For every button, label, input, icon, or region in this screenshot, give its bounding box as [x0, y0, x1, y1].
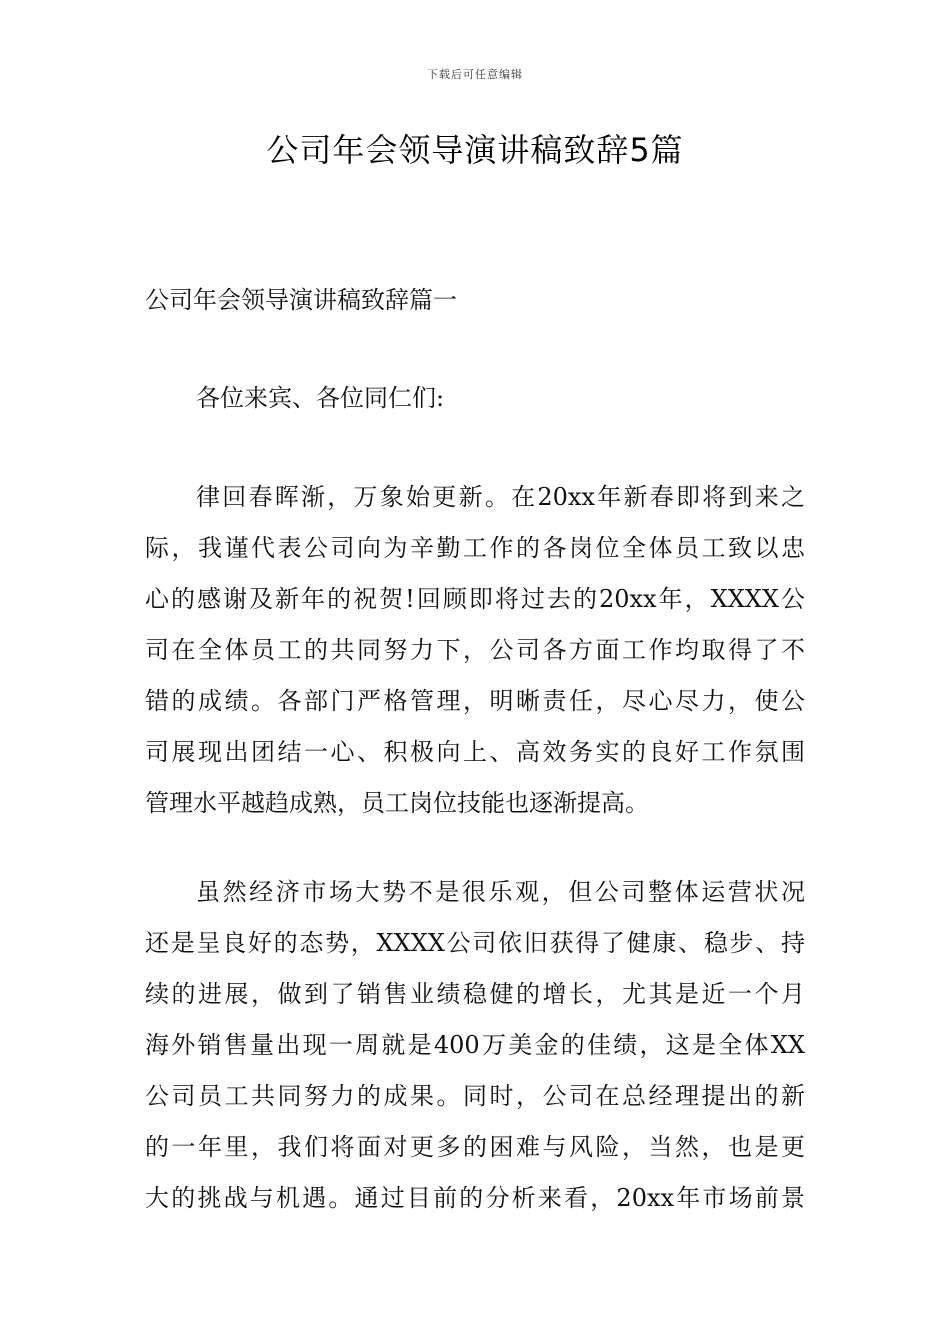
paragraph-line: 管理水平越趋成熟，员工岗位技能也逐渐提高。 [145, 789, 649, 817]
paragraph [145, 480, 805, 837]
paragraph-line: 的一年里，我们将面对更多的困难与风险，当然，也是更 [145, 1133, 805, 1161]
document-title: 公司年会领导演讲稿致辞5篇 [266, 131, 684, 169]
paragraph-line: 续的进展，做到了销售业绩稳健的增长，尤其是近一个月 [145, 980, 805, 1008]
paragraph [145, 875, 805, 1232]
paragraph-line: 还是呈良好的态势，XXXX公司依旧获得了健康、稳步、持 [145, 929, 805, 957]
header-note: 下载后可任意编辑 [427, 68, 523, 81]
salutation: 各位来宾、各位同仁们: [196, 384, 445, 412]
paragraph-line: 心的感谢及新年的祝贺!回顾即将过去的20xx年，XXXX公 [145, 585, 805, 613]
paragraph-line: 律回春晖渐，万象始更新。在20xx年新春即将到来之 [196, 483, 805, 511]
paragraph-line: 虽然经济市场大势不是很乐观，但公司整体运营状况 [196, 878, 805, 906]
paragraph-line: 海外销售量出现一周就是400万美金的佳绩，这是全体XX [145, 1031, 805, 1059]
section-heading: 公司年会领导演讲稿致辞篇一 [145, 286, 457, 314]
paragraph-line: 公司员工共同努力的成果。同时，公司在总经理提出的新 [145, 1082, 805, 1110]
paragraph-line: 错的成绩。各部门严格管理，明晰责任，尽心尽力，使公 [145, 687, 805, 715]
paragraph-line: 司在全体员工的共同努力下，公司各方面工作均取得了不 [145, 636, 805, 664]
paragraph-line: 司展现出团结一心、积极向上、高效务实的良好工作氛围 [145, 738, 805, 766]
paragraph-line: 大的挑战与机遇。通过目前的分析来看，20xx年市场前景 [145, 1184, 805, 1212]
paragraph-line: 际，我谨代表公司向为辛勤工作的各岗位全体员工致以忠 [145, 534, 805, 562]
